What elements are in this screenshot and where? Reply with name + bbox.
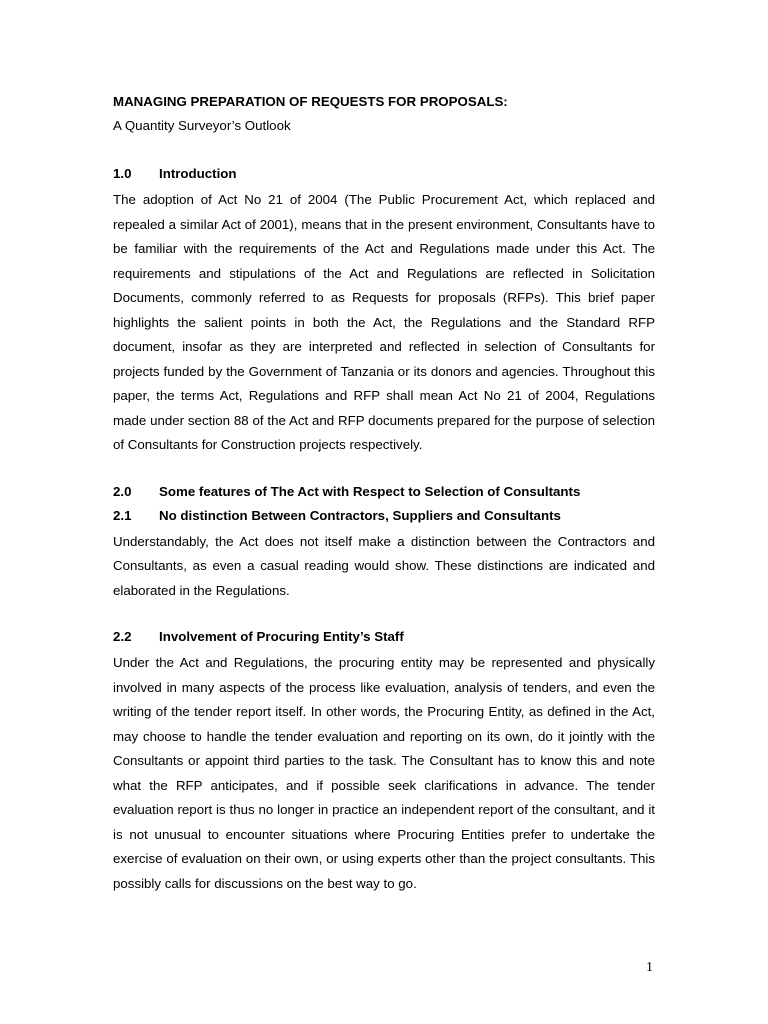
page-number: 1 xyxy=(646,960,653,975)
section-body-2-1: Understandably, the Act does not itself make a distinction between the Contractors and Consultants, as even a casual reading would show. These distinctions are indicated and elaborated in the Regulations. xyxy=(113,533,655,598)
section-heading-2-1 xyxy=(113,506,655,526)
section-heading-2-2 xyxy=(113,627,655,647)
section-body-2-2: Under the Act and Regulations, the procuring entity may be represented and physically involved in many aspects of the process like evaluation, analysis of tenders, and even the writing of the tender report itself. In other words, the Procuring Entity, as defined in the Act, may choose to handle the tender evaluation and reporting on its own, do it jointly with the Consultants or appoint third parties to the task. The Consultant has to know this and note what the RFP anticipates, and if possible seek clarifications in advance. The tender evaluation report is thus no longer in practice an independent report of the consultant, and it is not unusual to encounter situations where Procuring Entities prefer to undertake the exercise of evaluation on their own, or using experts other than the project consultants. This possibly calls for discussions on the best way to go. xyxy=(113,655,655,891)
document-title: MANAGING PREPARATION OF REQUESTS FOR PROPOSALS: xyxy=(113,94,508,109)
section-title: Introduction xyxy=(159,166,237,181)
section-heading-1-0 xyxy=(113,164,655,184)
section-number: 2.2 xyxy=(113,629,132,644)
section-title: Some features of The Act with Respect to Selection of Consultants xyxy=(159,483,581,499)
section-number: 2.1 xyxy=(113,507,132,523)
document-subtitle: A Quantity Surveyor’s Outlook xyxy=(113,118,291,133)
section-title: No distinction Between Contractors, Suppliers and Consultants xyxy=(159,507,561,523)
section-title: Involvement of Procuring Entity’s Staff xyxy=(159,629,404,644)
section-number: 1.0 xyxy=(113,166,132,181)
document-content xyxy=(113,92,655,896)
section-body-1-0: The adoption of Act No 21 of 2004 (The Public Procurement Act, which replaced and repealed a similar Act of 2001), means that in the present environment, Consultants have to be familiar with the requirements of the Act and Regulations made under this Act. The requirements and stipulations of the Act and Regulations are reflected in Solicitation Documents, commonly referred to as Requests for proposals (RFPs). This brief paper highlights the salient points in both the Act, the Regulations and the Standard RFP document, insofar as they are interpreted and reflected in selection of Consultants for projects funded by the Government of Tanzania or its donors and agencies. Throughout this paper, the terms Act, Regulations and RFP shall mean Act No 21 of 2004, Regulations made under section 88 of the Act and RFP documents prepared for the purpose of selection of Consultants for Construction projects respectively. xyxy=(113,192,655,452)
section-number: 2.0 xyxy=(113,483,132,499)
section-heading-2-0 xyxy=(113,482,655,502)
